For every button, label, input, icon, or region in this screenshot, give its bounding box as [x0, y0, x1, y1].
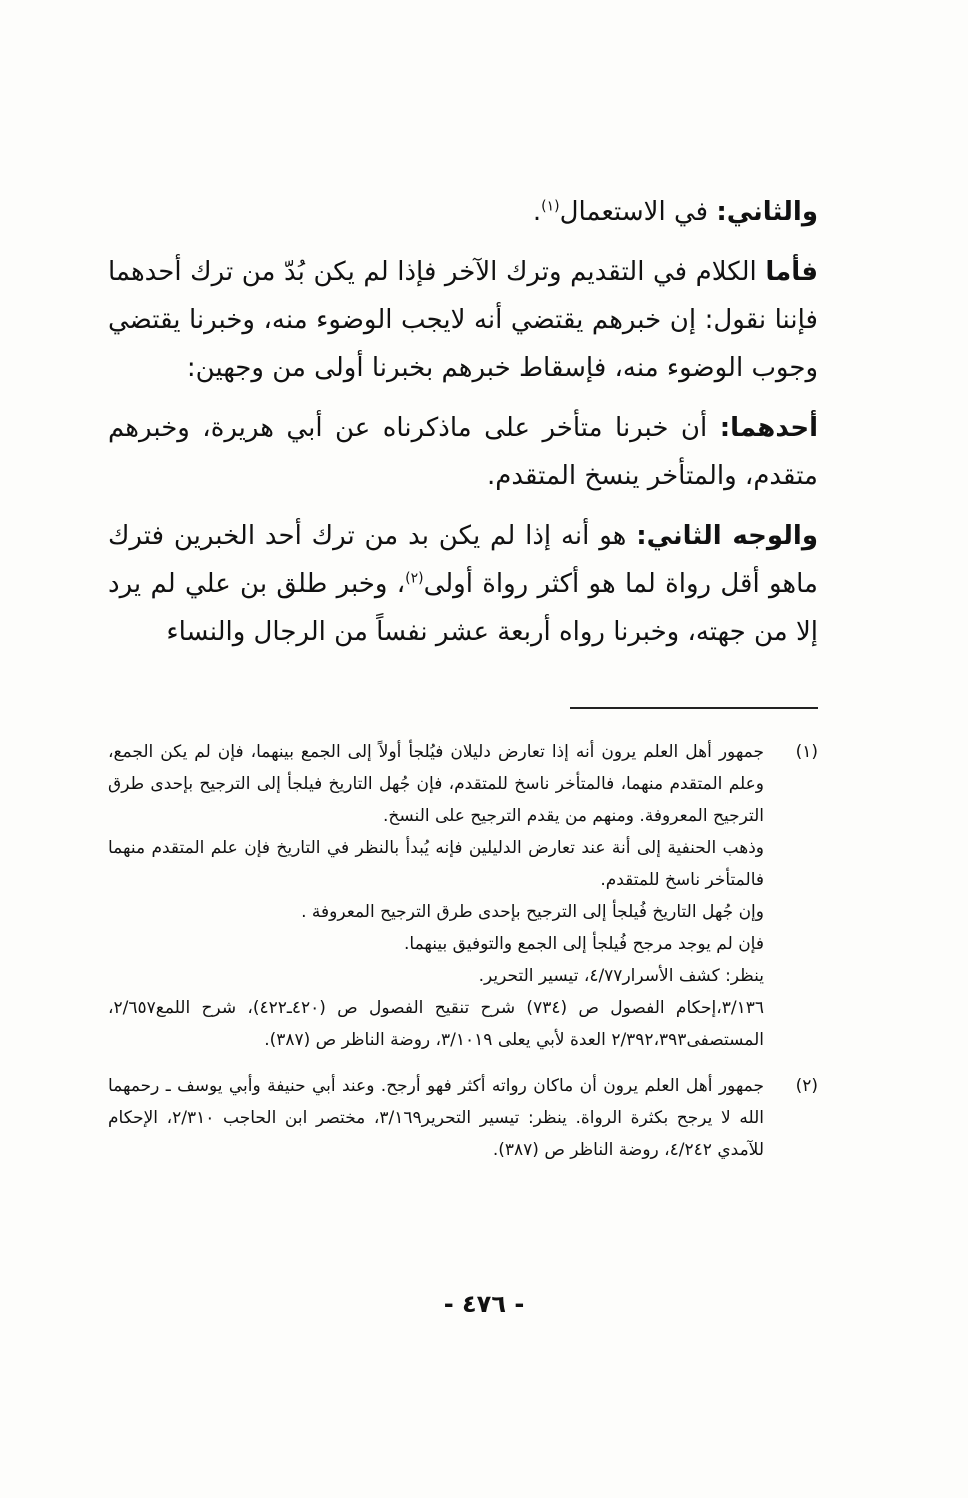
footnote-ref: (٢) [405, 570, 424, 587]
paragraph-lead: والثاني: [716, 197, 818, 227]
page-number: - ٤٧٦ - [443, 1290, 525, 1318]
paragraph-3 [108, 404, 818, 500]
footnote-2 [108, 1070, 818, 1166]
paragraph-2 [108, 248, 818, 392]
paragraph-lead: أحدهما: [719, 413, 818, 443]
footnote-body [108, 736, 764, 1056]
paragraph-text: أن خبرنا متأخر على ماذكرناه عن أبي هريرة، وخبرهم متقدم، والمتأخر ينسخ المتقدم. [108, 413, 818, 491]
paragraph-text: ، وخبر طلق بن علي لم يرد إلا من جهته، وخبرنا رواه أربعة عشر نفساً من الرجال والنساء [108, 569, 818, 647]
paragraph-lead: والوجه الثاني: [636, 521, 818, 551]
footnote-number: (١) [795, 742, 818, 762]
footnote-body [108, 1070, 764, 1166]
footnote-separator [570, 707, 818, 709]
footnote-line: جمهور أهل العلم يرون أن ماكان رواته أكثر فهو أرجح. وعند أبي حنيفة وأبي يوسف ـ رحمهما الله لا يرجح بكثرة الرواة. ينظر: تيسير التحرير٣/١٦٩، مختصر ابن الحاجب ٢/٣١٠، الإحكام للآمدي ٤/٢٤٢، روضة الناظر ص (٣٨٧). [108, 1076, 764, 1160]
paragraph-text: في الاستعمال [559, 197, 717, 227]
footnote-line: وإن جُهل التاريخ فُيلجأ إلى الترجيح بإحدى طرق الترجيح المعروفة . [301, 902, 764, 922]
footnote-ref: (١) [541, 198, 560, 215]
footnote-line: جمهور أهل العلم يرون أنه إذا تعارض دليلان فيُلجأ أولاً إلى الجمع بينهما، فإن لم يكن الجمع، وعلم المتقدم منهما، فالمتأخر ناسخ للمتقدم، فإن جُهل التاريخ فيلجأ إلى الترجيح بإحدى طرق الترجيح المعروفة. ومنهم من يقدم الترجيح على النسخ. [108, 742, 764, 826]
footnote-line: فإن لم يوجد مرجح فُيلجأ إلى الجمع والتوفيق بينهما. [404, 934, 764, 954]
main-text [108, 188, 818, 668]
footnote-line: ينظر: كشف الأسرار٤/٧٧، تيسير التحرير. [478, 966, 764, 986]
paragraph-text: هو أنه إذا لم يكن بد من ترك أحد الخبرين فترك ماهو أقل رواة لما هو أكثر رواة أولى [108, 521, 818, 599]
footnote-line: ٣/١٣٦،إحكام الفصول ص (٧٣٤) شرح تنقيح الفصول ص (٤٢٠ـ٤٢٢)، شرح اللمع٢/٦٥٧، المستصفى٢/٣٩٢،٣٩٣ العدة لأبي يعلى ٣/١٠١٩، روضة الناظر ص (٣٨٧). [108, 998, 764, 1050]
paragraph-text: الكلام في التقديم وترك الآخر فإذا لم يكن بُدّ من ترك أحدهما فإننا نقول: إن خبرهم يقتضي أنه لايجب الوضوء منه، وخبرنا يقتضي وجوب الوضوء منه، فإسقاط خبرهم بخبرنا أولى من وجهين: [108, 257, 818, 383]
footnote-number: (٢) [795, 1076, 818, 1096]
footnotes [108, 736, 818, 1180]
paragraph-1 [108, 188, 818, 236]
paragraph-lead: فأما [765, 257, 818, 287]
footnote-1 [108, 736, 818, 1056]
paragraph-text: . [532, 197, 542, 227]
paragraph-4 [108, 512, 818, 656]
footnote-line: وذهب الحنفية إلى أنة عند تعارض الدليلين فإنه يُبدأ بالنظر في التاريخ فإن علم المتقدم منهما فالمتأخر ناسخ للمتقدم. [108, 838, 764, 890]
